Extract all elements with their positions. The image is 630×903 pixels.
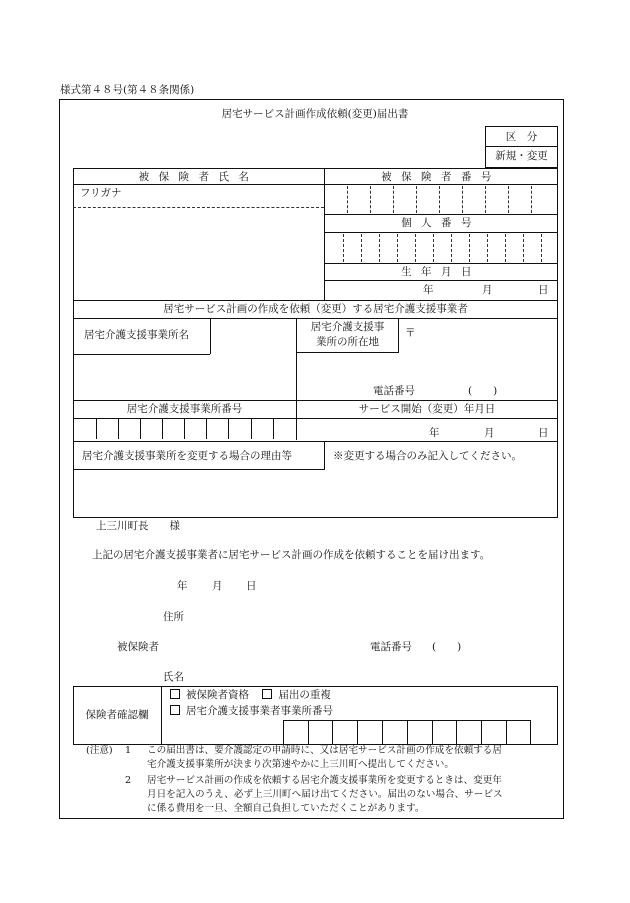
applicant-phone-label: 電話番号 [370,641,412,653]
form-title: 居宅サービス計画作成依頼(変更)届出書 [221,108,409,120]
note-2-line-1: 居宅サービス計画の作成を依頼する居宅介護支援事業所を変更するときは、変更年 [147,775,502,786]
notes-prefix: (注意) [86,745,113,756]
declaration-year: 年 [177,580,188,592]
office-phone-paren: ( ) [468,385,498,397]
declaration-month: 月 [212,580,223,592]
applicant-name-field[interactable] [190,664,550,684]
change-reason-note: ※変更する場合のみ記入してください。 [333,450,522,462]
addressee: 上三川町長 様 [96,520,180,532]
provider-section-header: 居宅サービス計画の作成を依頼（変更）する居宅介護支援事業者 [163,303,468,315]
qualification-label: 被保険者資格 [186,689,249,701]
note-1-line-1: この届出書は、要介護認定の申請時に、又は居宅サービス計画の作成を依頼する居 [147,745,502,756]
insured-name-field[interactable] [74,208,323,299]
birthdate-year: 年 [423,284,434,296]
insurer-check-row-2 [170,705,333,718]
office-number-label: 居宅介護支援事業所番号 [126,403,243,415]
note-2-number: 2 [125,775,132,786]
change-reason-label: 居宅介護支援事業所を変更する場合の理由等 [82,450,292,462]
office-location-field[interactable] [400,320,556,380]
service-start-field[interactable] [297,419,557,440]
note-2-line-3: に係る費用を一旦、全額自己負担していただくことがあります。 [147,803,425,814]
birthdate-header: 生年月日 [401,266,481,278]
applicant-address-label: 住所 [163,611,184,623]
applicant-phone-paren: ( ) [432,641,462,653]
postal-mark: 〒 [405,327,416,339]
office-name-field[interactable] [74,355,296,399]
declaration-text: 上記の居宅介護支援事業者に居宅サービス計画の作成を依頼することを届け出ます。 [92,549,491,561]
service-start-year: 年 [429,427,440,439]
insured-number-field[interactable] [325,185,557,214]
office-number-check-label: 居宅介護支援事業者事業所番号 [186,705,333,717]
form-number: 様式第４８号(第４８条関係) [60,84,195,96]
duplicate-label: 届出の重複 [278,689,331,701]
insurer-check-row-1 [170,689,331,702]
category-value[interactable]: 新規・変更 [495,150,548,162]
birthdate-field[interactable] [325,281,557,299]
birthdate-day: 日 [538,284,549,296]
declaration-day: 日 [246,580,257,592]
office-name-label: 居宅介護支援事業所名 [84,329,189,341]
note-2-line-2: 月日を記入のうえ、必ず上三川町へ届け出てください。届出のない場合、サービス [147,789,503,800]
office-phone-label: 電話番号 [373,385,415,397]
service-start-day: 日 [538,427,549,439]
applicant-address-field[interactable] [190,606,550,628]
change-reason-field[interactable] [74,471,557,517]
qualification-checkbox[interactable] [170,689,180,699]
note-1-line-2: 宅介護支援事業所が決まり次第速やかに上三川町へ提出してください。 [147,759,454,770]
duplicate-checkbox[interactable] [262,689,272,699]
category-label: 区 分 [505,131,538,143]
applicant-name-label: 氏名 [163,671,184,683]
insured-name-header: 被保険者氏名 [138,171,259,183]
furigana-label: フリガナ [80,187,122,199]
insured-number-header: 被保険者番号 [381,171,501,183]
birthdate-month: 月 [482,284,493,296]
office-number-checkbox[interactable] [170,705,180,715]
note-1-number: 1 [125,745,132,756]
office-location-label-2: 業所の所在地 [316,336,379,348]
service-start-month: 月 [484,427,495,439]
personal-number-header: 個人番号 [401,217,481,229]
applicant-insured-label: 被保険者 [117,641,159,653]
insurer-check-label: 保険者確認欄 [85,709,149,721]
service-start-header: サービス開始（変更）年月日 [358,403,496,415]
office-location-label-1: 居宅介護支援事 [310,321,385,333]
